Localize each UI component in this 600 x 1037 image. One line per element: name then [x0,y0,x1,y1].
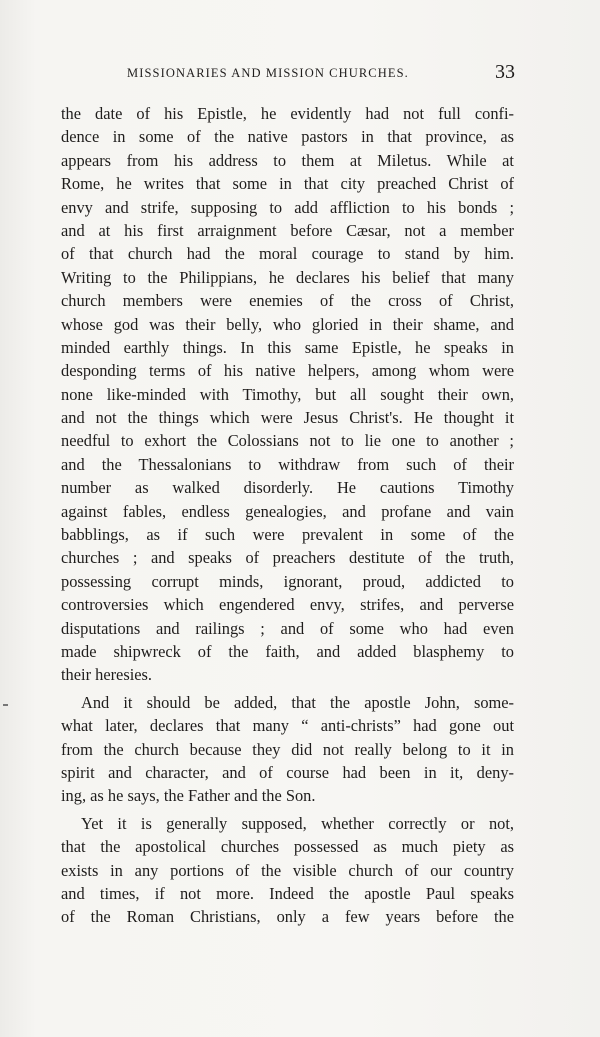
text-line: Writing to the Philippians, he declares his belief that many [61,267,514,287]
text-line: desponding terms of his native helpers, among whom were [61,361,514,381]
text-line: envy and strife, supposing to add affliction to his bonds ; [61,197,514,217]
text-line: Rome, he writes that some in that city preached Christ of [61,174,514,194]
text-line: from the church because they did not really belong to it in [61,739,514,759]
text-line: whose god was their belly, who gloried in their shame, and [61,314,514,334]
text-line: exists in any portions of the visible church of our country [61,860,514,880]
text-line: minded earthly things. In this same Epistle, he speaks in [61,337,514,357]
paragraph-2 [61,691,514,808]
text-line: And it should be added, that the apostle John, some- [81,692,514,712]
text-line: and times, if not more. Indeed the apostle Paul speaks [61,883,514,903]
text-line: and the Thessalonians to withdraw from such of their [61,454,514,474]
text-line: made shipwreck of the faith, and added blasphemy to [61,641,514,661]
margin-mark [3,704,8,706]
text-line: appears from his address to them at Miletus. While at [61,150,514,170]
text-line: the date of his Epistle, he evidently had not full confi- [61,104,514,123]
text-line: church members were enemies of the cross of Christ, [61,291,514,311]
text-line: what later, declares that many “ anti-christs” had gone out [61,716,514,736]
text-line: possessing corrupt minds, ignorant, proud, addicted to [61,571,514,591]
text-line: and at his first arraignment before Cæsar, not a member [61,220,514,240]
paragraph-1 [61,102,514,687]
text-line: spirit and character, and of course had been in it, deny- [61,762,514,782]
page-number: 33 [495,61,515,83]
text-line: none like-minded with Timothy, but all sought their own, [61,384,514,404]
running-title: MISSIONARIES AND MISSION CHURCHES. [127,66,409,80]
text-line: babblings, as if such were prevalent in some of the [61,525,514,545]
text-line: dence in some of the native pastors in that province, as [61,127,514,147]
text-line: ing, as he says, the Father and the Son. [61,786,316,806]
text-line: of the Roman Christians, only a few years before the [61,907,514,927]
text-line: churches ; and speaks of preachers destitute of the truth, [61,548,514,568]
running-head [60,60,515,88]
text-line: needful to exhort the Colossians not to lie one to another ; [61,431,514,451]
text-line: against fables, endless genealogies, and profane and vain [61,501,514,521]
body-text [61,102,514,929]
text-line: controversies which engendered envy, strifes, and perverse [61,595,514,615]
text-line: of that church had the moral courage to stand by him. [61,244,514,264]
paragraph-3 [61,812,514,929]
text-line: and not the things which were Jesus Christ's. He thought it [61,408,514,428]
text-line: disputations and railings ; and of some who had even [61,618,514,638]
text-line: their heresies. [61,665,153,685]
text-line: that the apostolical churches possessed as much piety as [61,837,514,857]
text-line: number as walked disorderly. He cautions Timothy [61,478,514,498]
text-line: Yet it is generally supposed, whether correctly or not, [81,813,514,833]
